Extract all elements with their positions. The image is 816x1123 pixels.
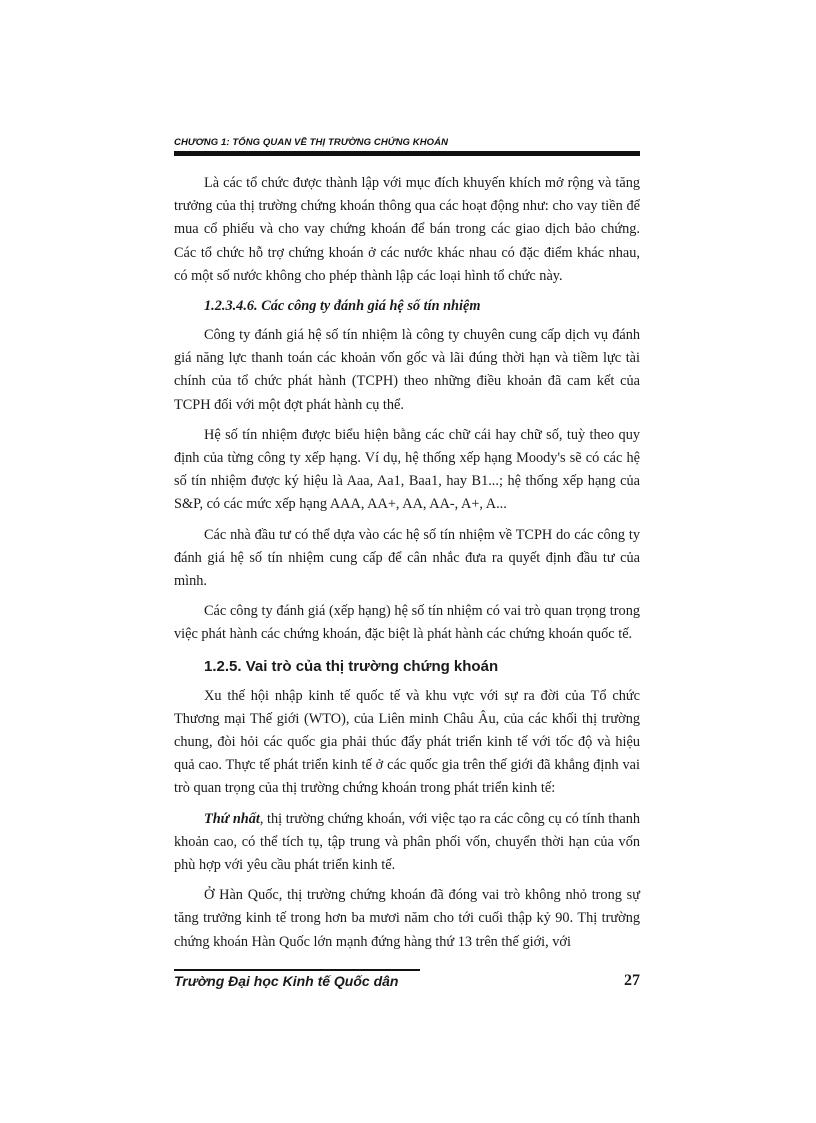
- paragraph-integration-trend: Xu thế hội nhập kinh tế quốc tế và khu vực với sự ra đời của Tổ chức Thương mại Thế giới (WTO), của Liên minh Châu Âu, của các khối thị trường chung, đòi hỏi các quốc gia phải thúc đẩy phát triển kinh tế với tốc độ và hiệu quả cao. Thực tế phát triển kinh tế ở các quốc gia trên thế giới đã khẳng định vai trò quan trọng của thị trường chứng khoán trong phát triển kinh tế:: [174, 687, 640, 797]
- chapter-header: CHƯƠNG 1: TỔNG QUAN VỀ THỊ TRƯỜNG CHỨNG KHOÁN: [174, 137, 449, 148]
- first-role-lead: Thứ nhất: [204, 810, 260, 827]
- header-rule: [174, 151, 640, 156]
- paragraph-korea-example: Ở Hàn Quốc, thị trường chứng khoán đã đóng vai trò không nhỏ trong sự tăng trưởng kinh tế trong hơn ba mươi năm cho tới cuối thập kỷ 90. Thị trường chứng khoán Hàn Quốc lớn mạnh đứng hàng thứ 13 trên thế giới, với: [174, 887, 640, 950]
- first-role-text: , thị trường chứng khoán, với việc tạo ra các công cụ có tính thanh khoản cao, có thể tích tụ, tập trung và phân phối vốn, chuyển thời hạn của vốn phù hợp với yêu cầu phát triển kinh tế.: [174, 810, 640, 874]
- subheading-credit-rating: 1.2.3.4.6. Các công ty đánh giá hệ số tín nhiệm: [204, 298, 481, 315]
- paragraph-investor-use: Các nhà đầu tư có thể dựa vào các hệ số tín nhiệm về TCPH do các công ty đánh giá hệ số tín nhiệm cung cấp để cân nhắc đưa ra quyết định đầu tư của mình.: [174, 526, 640, 590]
- paragraph-support-organizations: Là các tổ chức được thành lập với mục đích khuyến khích mở rộng và tăng trưởng của thị trường chứng khoán thông qua các hoạt động như: cho vay tiền để mua cổ phiếu và cho vay chứng khoán để bán trong các giao dịch bảo chứng. Các tổ chức hỗ trợ chứng khoán ở các nước khác nhau có đặc điểm khác nhau, có một số nước không cho phép thành lập các loại hình tổ chức này.: [174, 175, 640, 284]
- paragraph-rating-company-definition: Công ty đánh giá hệ số tín nhiệm là công ty chuyên cung cấp dịch vụ đánh giá năng lực thanh toán các khoản vốn gốc và lãi đúng thời hạn và tiềm lực tài chính của tổ chức phát hành (TCPH) theo những điều khoản đã cam kết của TCPH đối với một đợt phát hành cụ thể.: [174, 327, 640, 413]
- page-body: [174, 172, 640, 954]
- paragraph-first-role: [174, 808, 640, 878]
- footer-rule: [174, 969, 420, 971]
- paragraph-rating-symbols: Hệ số tín nhiệm được biểu hiện bằng các chữ cái hay chữ số, tuỳ theo quy định của từng công ty xếp hạng. Ví dụ, hệ thống xếp hạng Moody's sẽ có các hệ số tín nhiệm được ký hiệu là Aaa, Aa1, Baa1, hay B1...; hệ thống xếp hạng của S&P, có các mức xếp hạng AAA, AA+, AA, AA-, A+, A...: [174, 426, 640, 513]
- page-number: 27: [624, 972, 640, 989]
- paragraph-rating-role: Các công ty đánh giá (xếp hạng) hệ số tín nhiệm có vai trò quan trọng trong việc phát hành các chứng khoán, đặc biệt là phát hành các chứng khoán quốc tế.: [174, 603, 640, 643]
- footer-institution: Trường Đại học Kinh tế Quốc dân: [174, 973, 399, 989]
- section-heading-market-role: 1.2.5. Vai trò của thị trường chứng khoán: [204, 657, 499, 675]
